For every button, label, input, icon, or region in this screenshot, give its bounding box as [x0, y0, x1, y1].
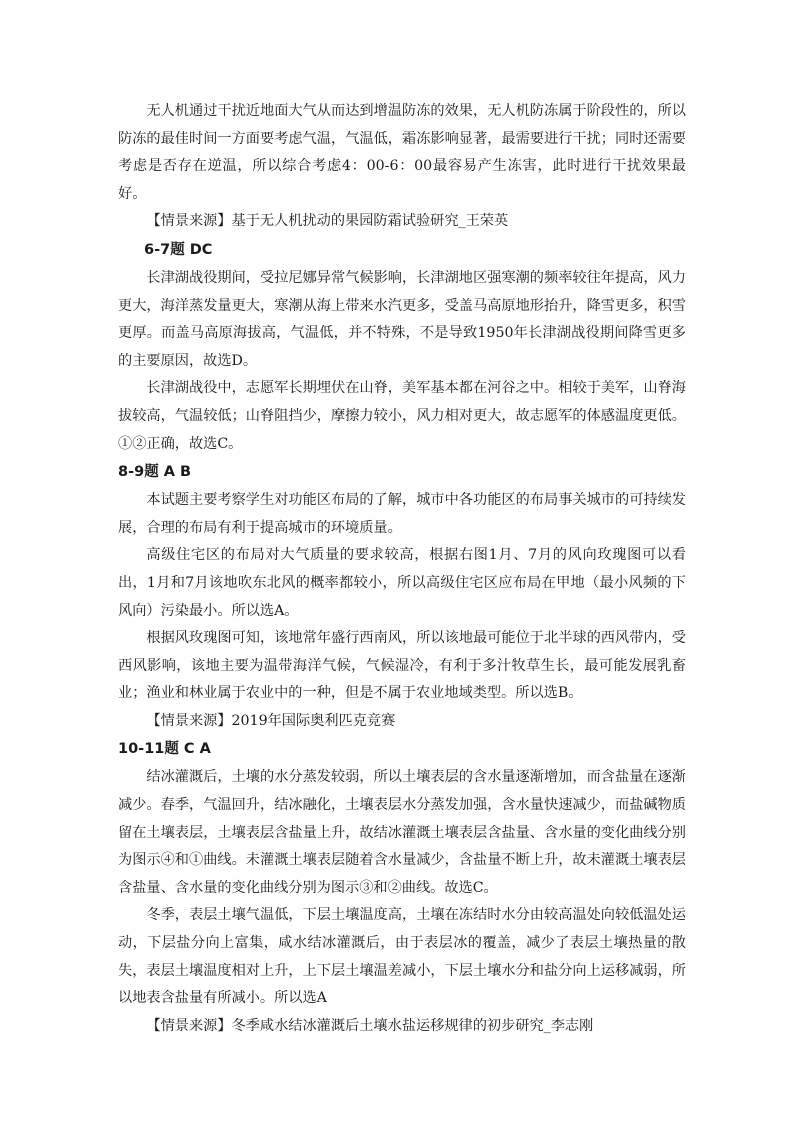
paragraph-ice-irrigation: 结冰灌溉后，土壤的水分蒸发较弱，所以土壤表层的含水量逐渐增加，而含盐量在逐渐减少。春季，气温回升，结冰融化，土壤表层水分蒸发加强，含水量快速减少，而盐碱物质留在土壤表层，土壤表层含盐量上升，故结冰灌溉土壤表层含盐量、含水量的变化曲线分别为图示④和①曲线。未灌溉土壤表层随着含水量减少，含盐量不断上升，故未灌溉土壤表层含盐量、含水量的变化曲线分别为图示③和②曲线。故选C。: [118, 769, 686, 896]
paragraph-winter-soil: 冬季，表层土壤气温低，下层土壤温度高，土壤在冻结时水分由较高温处向较低温处运动，下层盐分向上富集，咸水结冰灌溉后，由于表层冰的覆盖，减少了表层土壤热量的散失，表层土壤温度相对上升，上下层土壤温差减小，下层土壤水分和盐分向上运移减弱，所以地表含盐量有所减小。所以选A: [118, 907, 686, 1007]
question-heading-10-11: 10-11题 C A: [118, 741, 211, 758]
paragraph-changjin-snow: 长津湖战役期间，受拉尼娜异常气候影响，长津湖地区强寒潮的频率较往年提高，风力更大，海洋蒸发量更大，寒潮从海上带来水汽更多，受盖马高原地形抬升，降雪更多，积雪更厚。而盖马高原海拔高，气温低，并不特殊，不是导致1950年长津湖战役期间降雪更多的主要原因，故选D。: [118, 269, 686, 369]
source-note-2: 【情景来源】2019年国际奥利匹克竞赛: [146, 712, 396, 729]
question-heading-8-9: 8-9题 A B: [118, 464, 192, 481]
paragraph-frost-drone: 无人机通过干扰近地面大气从而达到增温防冻的效果，无人机防冻属于阶段性的，所以防冻的最佳时间一方面要考虑气温，气温低，霜冻影响显著，最需要进行干扰；同时还需要考虑是否存在逆温，所以综合考虑4：00-6：00最容易产生冻害，此时进行干扰效果最好。: [118, 103, 686, 202]
paragraph-wind-rose: 根据风玫瑰图可知，该地常年盛行西南风，所以该地最可能位于北半球的西风带内，受西风影响，该地主要为温带海洋气候，气候湿冷，有利于多汁牧草生长，最可能发展乳畜业；渔业和林业属于农业中的一种，但是不属于农业地域类型。所以选B。: [118, 630, 686, 702]
source-note-3: 【情景来源】冬季咸水结冰灌溉后土壤水盐运移规律的初步研究_李志刚: [146, 1017, 594, 1034]
paragraph-changjin-temp: 长津湖战役中，志愿军长期埋伏在山脊，美军基本都在河谷之中。相较于美军，山脊海拔较高，气温较低；山脊阻挡少，摩擦力较小，风力相对更大，故志愿军的体感温度更低。①②正确，故选C。: [118, 380, 686, 452]
paragraph-functional-zones: 本试题主要考察学生对功能区布局的了解，城市中各功能区的布局事关城市的可持续发展，合理的布局有利于提高城市的环境质量。: [118, 492, 686, 536]
source-note-1: 【情景来源】基于无人机扰动的果园防霜试验研究_王荣英: [146, 213, 509, 230]
paragraph-residential-layout: 高级住宅区的布局对大气质量的要求较高，根据右图1月、7月的风向玫瑰图可以看出，1月和7月该地吹东北风的概率都较小，所以高级住宅区应布局在甲地（最小风频的下风向）污染最小。所以选A。: [118, 547, 686, 619]
question-heading-6-7: 6-7题 DC: [144, 241, 213, 258]
page-content: [118, 98, 686, 1040]
